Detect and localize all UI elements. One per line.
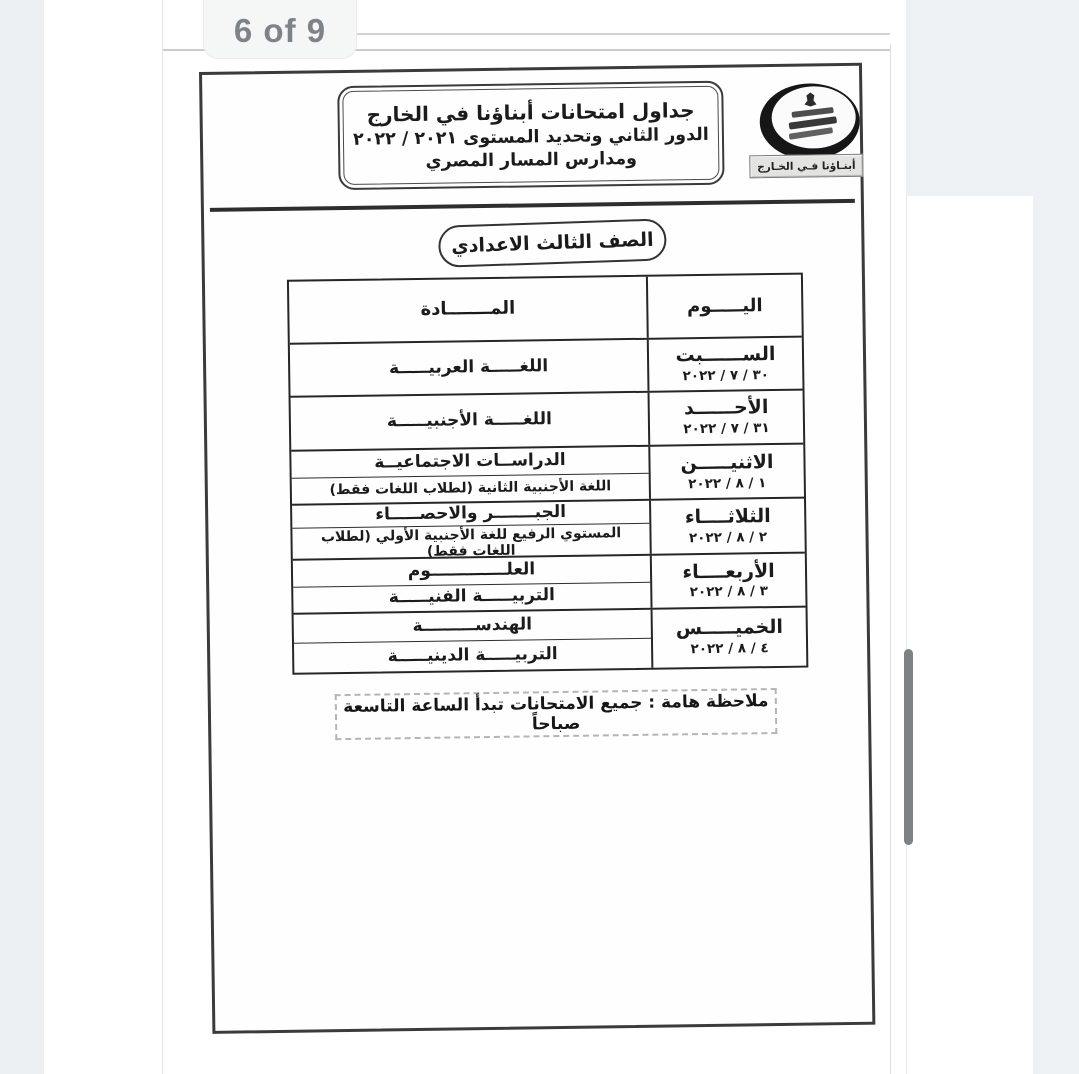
exam-schedule-table <box>287 273 808 675</box>
subject-cell: الهندســـــــــة <box>412 614 533 637</box>
grade-title-badge <box>438 218 667 268</box>
document-header-inner <box>342 86 719 185</box>
table-row-tuesday <box>292 499 805 561</box>
day-date: ٣١ / ٧ / ٢٠٢٢ <box>683 420 770 438</box>
day-name: الخميـــــس <box>675 616 784 640</box>
day-date: ٢ / ٨ / ٢٠٢٢ <box>688 529 768 547</box>
day-date: ٣٠ / ٧ / ٢٠٢٢ <box>682 366 770 385</box>
subject-cell: العلـــــــــــــوم <box>407 559 536 582</box>
header-divider-rule <box>210 199 855 212</box>
scrollbar-thumb[interactable] <box>904 649 913 845</box>
header-title-line1: جداول امتحانات أبناؤنا في الخارج <box>366 98 695 127</box>
subject-cell: الجبـــــــر والاحصـــــاء <box>375 502 567 525</box>
day-cell <box>651 607 807 667</box>
day-name: الأحــــــد <box>683 396 769 420</box>
day-cell <box>647 338 803 391</box>
subject-cell: المستوي الرفيع للغة الأجنبية الأولي (لطلاب اللغات فقط) <box>292 523 649 563</box>
subject-column-header: المـــــــادة <box>420 297 516 321</box>
day-date: ٤ / ٨ / ٢٠٢٢ <box>690 640 769 658</box>
subject-cell: اللغـــــة الأجنبيـــــة <box>386 409 553 432</box>
scanned-document-page <box>199 63 875 1034</box>
day-name: الاثنيـــــن <box>680 450 774 475</box>
subject-cell: اللغـــــة العربيـــــة <box>388 355 549 379</box>
day-name: الأربعــــاء <box>682 559 775 583</box>
logo-caption-text: أبنـاؤنا فـي الخـارج <box>757 159 856 173</box>
table-row-wednesday <box>293 554 806 615</box>
page-break-line-top <box>352 33 890 35</box>
subject-cell: التربيـــــة الفنيـــــة <box>293 581 650 612</box>
day-cell <box>648 445 804 500</box>
day-date: ٣ / ٨ / ٢٠٢٢ <box>689 583 768 601</box>
table-row-saturday <box>290 338 803 398</box>
viewer-top-right-panel <box>906 0 1033 196</box>
subject-cell: التربيـــــة الدينيـــــة <box>294 638 651 673</box>
day-date: ١ / ٨ / ٢٠٢٢ <box>688 474 767 492</box>
ministry-logo <box>758 82 861 161</box>
document-header-box <box>337 81 724 190</box>
page-indicator-text: 6 of 9 <box>233 12 327 49</box>
page-right-edge <box>890 44 891 1074</box>
page-left-edge <box>162 0 163 1074</box>
day-name: الســــــبت <box>675 342 776 367</box>
scrollbar-track-edge <box>906 196 907 1074</box>
day-cell <box>649 499 805 554</box>
important-note-text: ملاحظة هامة : جميع الامتحانات تبدأ الساعة التاسعة صباحاً <box>343 691 769 735</box>
table-row-thursday <box>294 607 807 672</box>
day-cell <box>648 390 804 445</box>
table-row-monday <box>291 445 804 507</box>
day-column-header: اليـــــوم <box>646 275 802 338</box>
ministry-emblem-icon <box>758 82 861 161</box>
day-name: الثلاثــــاء <box>684 505 771 529</box>
table-header-row <box>289 275 802 345</box>
header-title-line3: ومدارس المسار المصري <box>425 148 638 172</box>
header-title-line2: الدور الثاني وتحديد المستوى ٢٠٢١ / ٢٠٢٢ <box>352 124 709 150</box>
viewer-right-margin <box>1033 0 1079 1074</box>
viewer-left-margin <box>0 0 44 1074</box>
grade-title-text: الصف الثالث الاعدادي <box>450 228 654 258</box>
page-indicator-badge <box>204 0 356 58</box>
logo-caption <box>749 154 863 179</box>
important-note-box <box>335 688 778 740</box>
table-row-sunday <box>291 390 804 452</box>
subject-cell: الدراســات الاجتماعيــة <box>374 449 566 473</box>
subject-cell: اللغة الأجنبية الثانية (لطلاب اللغات فقط) <box>292 472 649 504</box>
day-cell <box>650 554 806 608</box>
